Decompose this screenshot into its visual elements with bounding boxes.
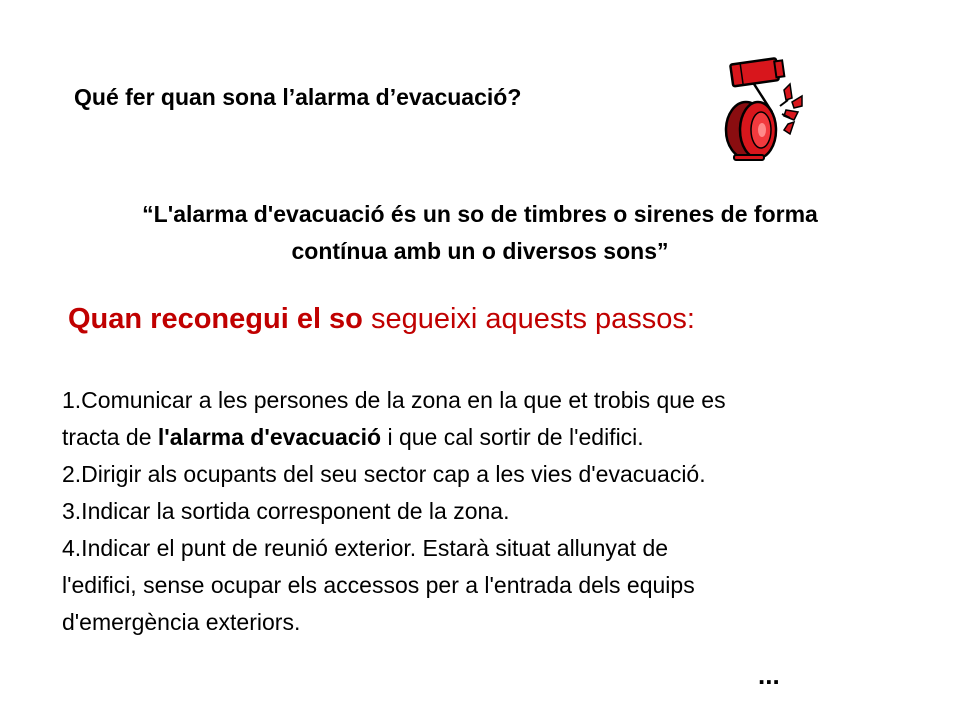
quote-line-1: “L'alarma d'evacuació és un so de timbres o sirenes de forma xyxy=(142,201,818,227)
step-4-line-2: l'edifici, sense ocupar els accessos per a l'entrada dels equips xyxy=(62,572,695,598)
continuation-ellipsis: ... xyxy=(758,660,780,690)
step-1-line-2-prefix: tracta de xyxy=(62,424,158,450)
step-2: 2.Dirigir als ocupants del seu sector cap a les vies d'evacuació. xyxy=(62,461,706,487)
steps-heading-bold: Quan reconegui el so xyxy=(68,303,363,335)
step-4-line-3: d'emergència exteriors. xyxy=(62,609,301,635)
step-3: 3.Indicar la sortida corresponent de la zona. xyxy=(62,498,510,524)
step-1-line-2-suffix: i que cal sortir de l'edifici. xyxy=(381,424,644,450)
step-4-line-1: 4.Indicar el punt de reunió exterior. Estarà situat allunyat de xyxy=(62,535,669,561)
step-1-line-1: 1.Comunicar a les persones de la zona en la que et trobis que es xyxy=(62,387,726,413)
steps-list xyxy=(62,382,912,641)
steps-heading-rest: segueixi aquests passos: xyxy=(362,303,695,335)
steps-heading xyxy=(68,303,695,336)
alarm-bell-icon xyxy=(718,54,808,164)
alarm-definition-quote xyxy=(60,196,900,270)
page-title: Qué fer quan sona l’alarma d’evacuació? xyxy=(74,84,522,110)
step-1-emphasis: l'alarma d'evacuació xyxy=(157,424,382,450)
quote-line-2: contínua amb un o diversos sons” xyxy=(291,238,669,264)
step-1-line-2 xyxy=(62,419,912,456)
